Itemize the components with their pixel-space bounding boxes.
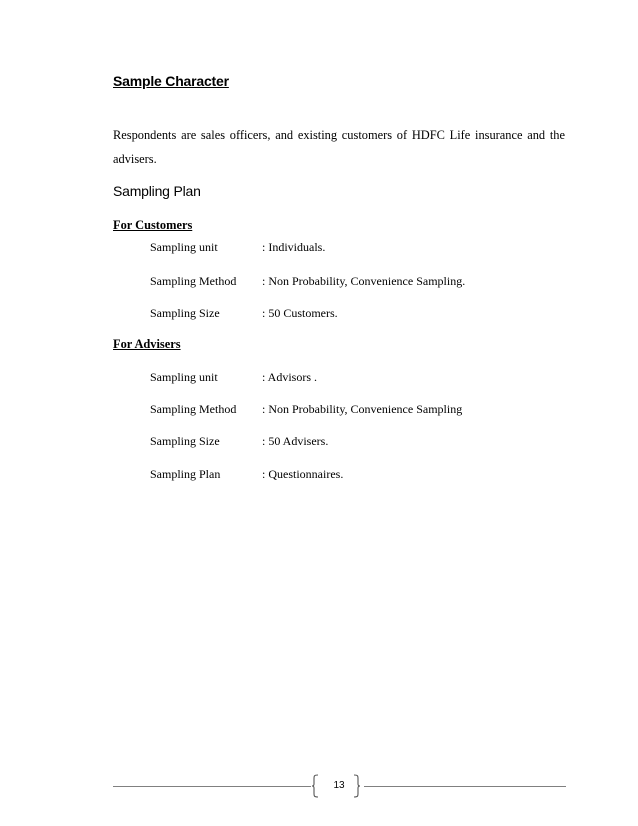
- sample-character-heading: Sample Character: [113, 73, 229, 89]
- row-value: : Individuals.: [262, 240, 326, 254]
- row-label: Sampling Method: [150, 402, 237, 416]
- page-number: 13: [333, 780, 345, 791]
- row-label: Sampling unit: [150, 370, 218, 384]
- row-value: : Advisors .: [262, 370, 318, 384]
- sample-character-paragraph: Respondents are sales officers, and existing customers of HDFC Life insurance and the advisers.: [113, 128, 565, 166]
- row-value: : 50 Customers.: [262, 306, 338, 320]
- left-brace-icon: [311, 774, 319, 798]
- for-advisers-subheading: For Advisers: [113, 337, 181, 351]
- row-value: : 50 Advisers.: [262, 434, 329, 448]
- row-value: : Questionnaires.: [262, 467, 344, 481]
- row-label: Sampling Size: [150, 306, 220, 320]
- row-label: Sampling Method: [150, 274, 237, 288]
- footer-divider-left: [113, 786, 311, 787]
- row-value: : Non Probability, Convenience Sampling.: [262, 274, 466, 288]
- footer-divider-right: [364, 786, 566, 787]
- for-customers-subheading: For Customers: [113, 218, 193, 232]
- row-label: Sampling Plan: [150, 467, 221, 481]
- right-brace-icon: [353, 774, 361, 798]
- sampling-plan-heading: Sampling Plan: [113, 183, 201, 199]
- row-value: : Non Probability, Convenience Sampling: [262, 402, 463, 416]
- row-label: Sampling unit: [150, 240, 218, 254]
- row-label: Sampling Size: [150, 434, 220, 448]
